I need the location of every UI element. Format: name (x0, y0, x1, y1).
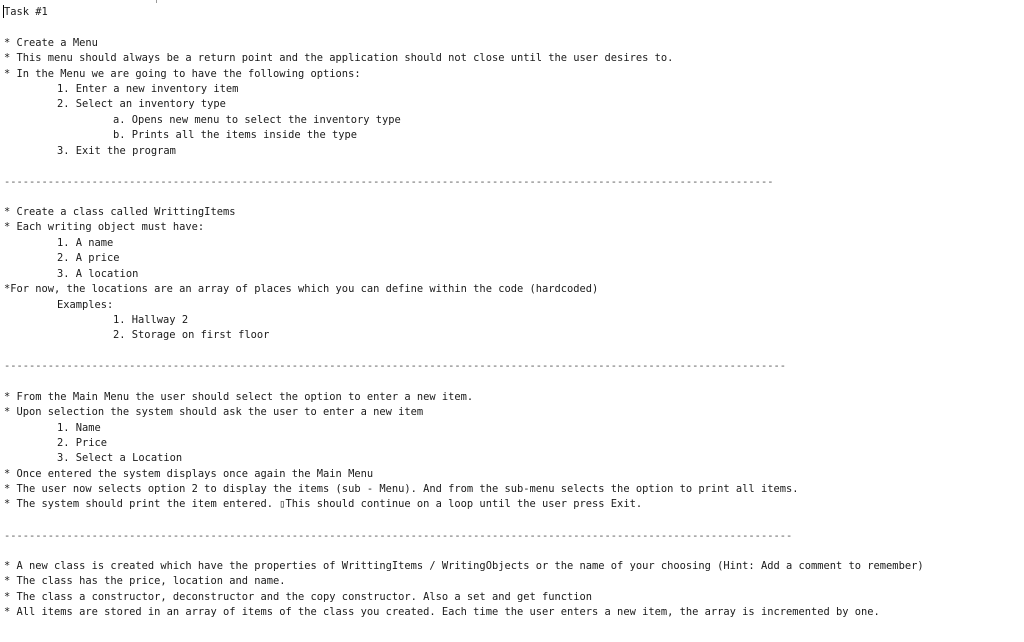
section1-line3: * In the Menu we are going to have the following options: (4, 68, 361, 80)
divider-2: ----------------------------------------------------------------------------------------------------------------------------- (4, 360, 786, 372)
ruler-tick (156, 0, 157, 3)
section3-line1: * From the Main Menu the user should select the option to enter a new item. (4, 391, 474, 403)
input-location: 3. Select a Location (57, 452, 183, 464)
input-price: 2. Price (57, 437, 108, 449)
section3-line8: * The system should print the item entered. ▯This should continue on a loop until the user press Exit. (4, 498, 643, 510)
task-title: Task #1 (4, 6, 48, 18)
section3-line7: * The user now selects option 2 to display the items (sub - Menu). And from the sub-menu selects the option to print all items. (4, 483, 799, 495)
section3-line6: * Once entered the system displays once again the Main Menu (4, 468, 374, 480)
section4-line2: * The class has the price, location and name. (4, 575, 286, 587)
attribute-price: 2. A price (57, 252, 120, 264)
menu-option-3: 3. Exit the program (57, 145, 176, 157)
example-2: 2. Storage on first floor (113, 329, 270, 341)
section4-line1: * A new class is created which have the properties of WrittingItems / WritingObjects or the name of your choosing (Hint: Add a comment to remember) (4, 560, 924, 572)
examples-heading: Examples: (57, 299, 114, 311)
section2-line2: * Each writing object must have: (4, 221, 205, 233)
section1-line1: * Create a Menu (4, 37, 98, 49)
section4-line4: * All items are stored in an array of items of the class you created. Each time the user enters a new item, the array is incremented by one. (4, 606, 880, 618)
section2-line1: * Create a class called WrittingItems (4, 206, 236, 218)
submenu-option-b: b. Prints all the items inside the type (113, 129, 357, 141)
menu-option-1: 1. Enter a new inventory item (57, 83, 239, 95)
section4-line3: * The class a constructor, deconstructor and the copy constructor. Also a set and get function (4, 591, 593, 603)
attribute-location: 3. A location (57, 268, 139, 280)
section2-line6: *For now, the locations are an array of places which you can define within the code (hardcoded) (4, 283, 599, 295)
input-name: 1. Name (57, 422, 101, 434)
submenu-option-a: a. Opens new menu to select the inventory type (113, 114, 401, 126)
section1-line2: * This menu should always be a return point and the application should not close until the user desires to. (4, 52, 674, 64)
attribute-name: 1. A name (57, 237, 114, 249)
example-1: 1. Hallway 2 (113, 314, 189, 326)
menu-option-2: 2. Select an inventory type (57, 98, 226, 110)
divider-1: --------------------------------------------------------------------------------------------------------------------------- (4, 176, 774, 188)
divider-3: ------------------------------------------------------------------------------------------------------------------------------ (4, 530, 793, 542)
section3-line2: * Upon selection the system should ask the user to enter a new item (4, 406, 424, 418)
